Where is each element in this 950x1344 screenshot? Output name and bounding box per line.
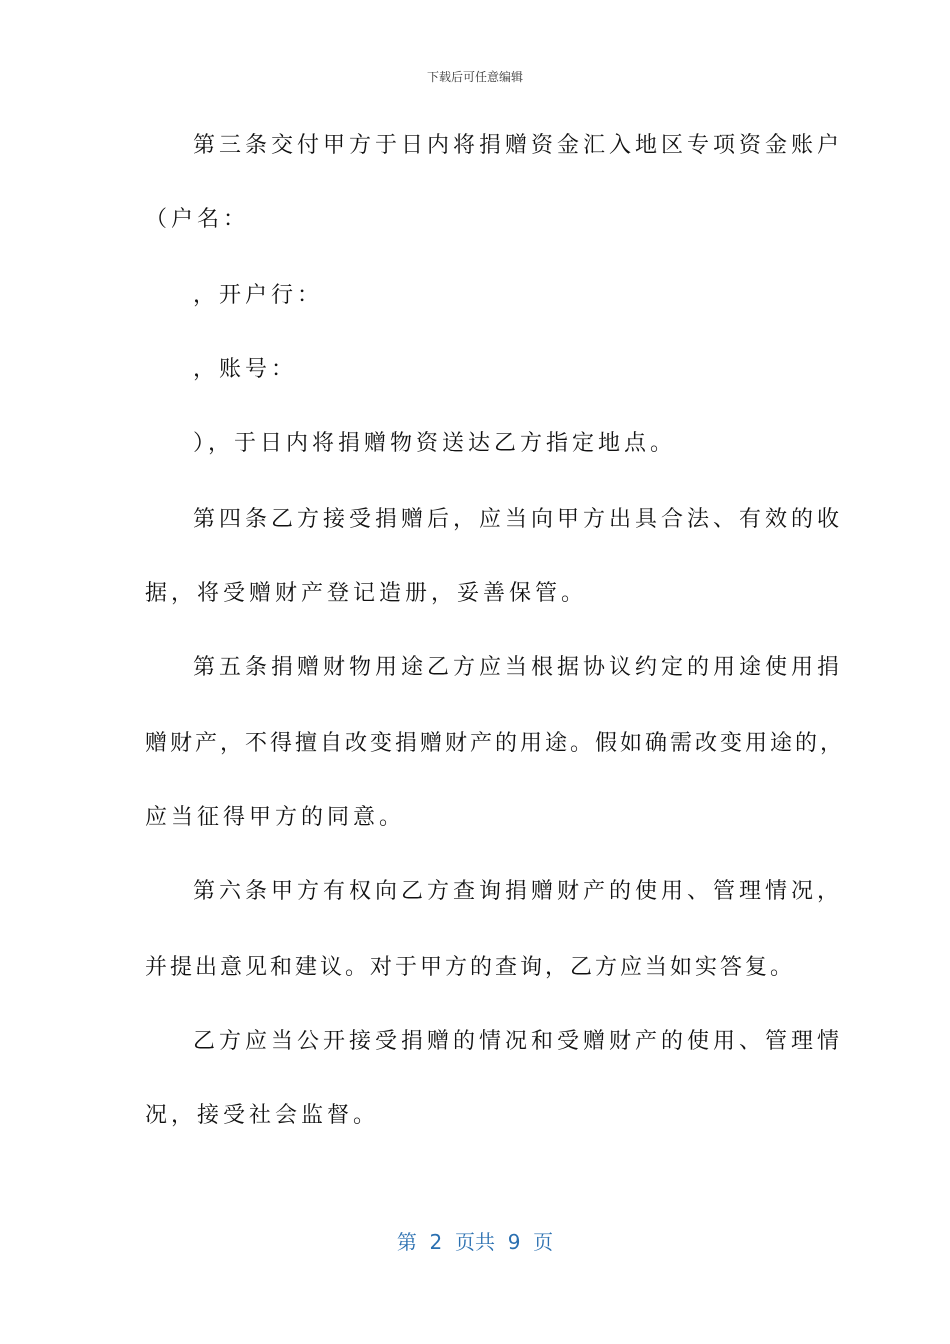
paragraph-line: 并提出意见和建议。对于甲方的查询，乙方应当如实答复。 — [145, 955, 796, 980]
page-number: 第 2 页共 9 页 — [396, 1230, 554, 1254]
paragraph-line: ），于日内将捐赠物资送达乙方指定地点。 — [193, 431, 677, 456]
paragraph-line: 乙方应当公开接受捐赠的情况和受赠财产的使用、管理情 — [193, 1029, 844, 1054]
paragraph-line: ，开户行： — [193, 283, 324, 308]
paragraph-line: 第五条捐赠财物用途乙方应当根据协议约定的用途使用捐 — [193, 655, 844, 680]
paragraph-line: （户名： — [145, 207, 250, 232]
paragraph-line: ，账号： — [193, 357, 298, 382]
paragraph-line: 第六条甲方有权向乙方查询捐赠财产的使用、管理情况， — [193, 879, 844, 904]
header-note: 下载后可任意编辑 — [426, 70, 523, 84]
paragraph-line: 赠财产，不得擅自改变捐赠财产的用途。假如确需改变用途的， — [145, 731, 846, 756]
paragraph-line: 第三条交付甲方于日内将捐赠资金汇入地区专项资金账户 — [193, 133, 844, 158]
paragraph-line: 第四条乙方接受捐赠后，应当向甲方出具合法、有效的收 — [193, 507, 844, 532]
paragraph-line: 况，接受社会监督。 — [145, 1103, 380, 1128]
paragraph-line: 据，将受赠财产登记造册，妥善保管。 — [145, 581, 588, 606]
paragraph-line: 应当征得甲方的同意。 — [145, 805, 406, 830]
